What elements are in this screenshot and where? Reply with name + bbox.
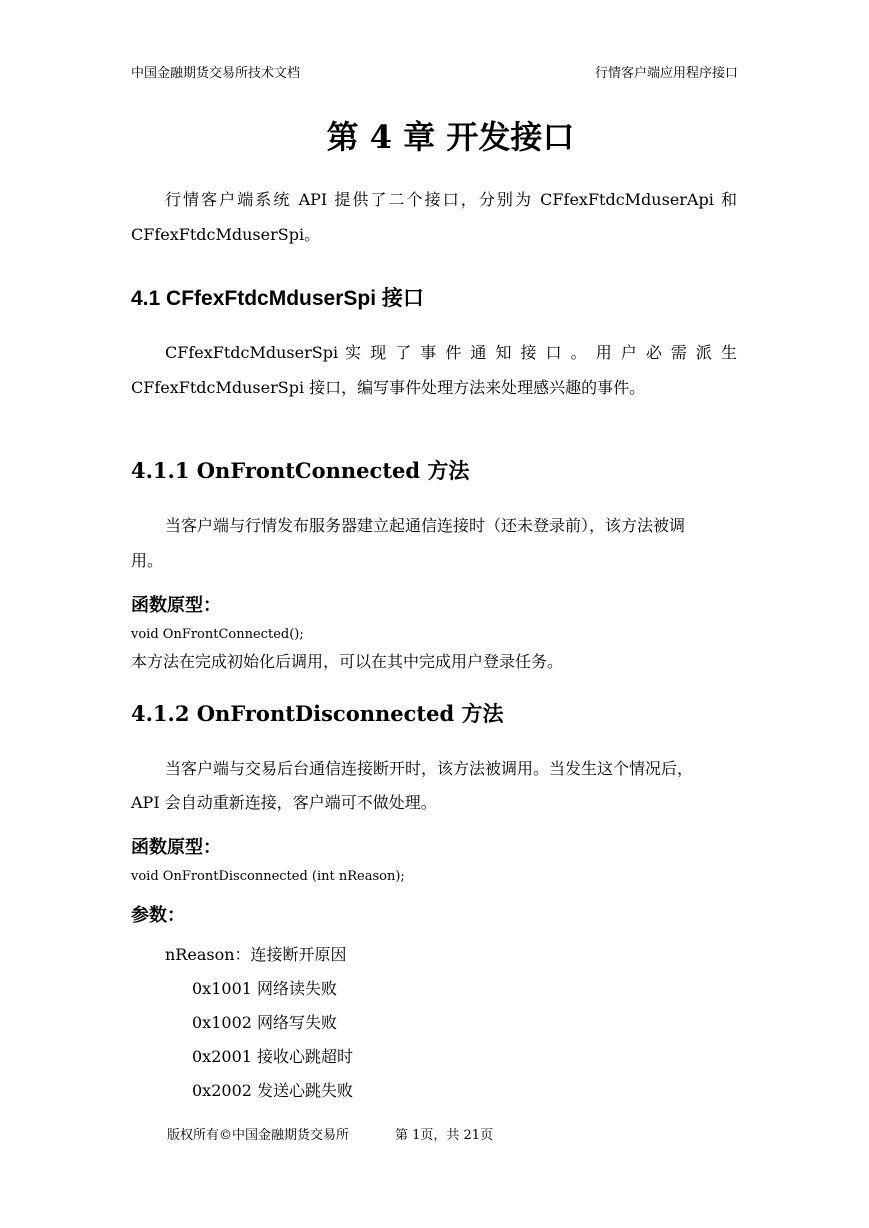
intro-line-2: CFfexFtdcMduserSpi。 — [131, 225, 321, 244]
chapter-title: 第 4 章 开发接口 — [326, 118, 575, 156]
intro-line-1-text: 行情客户端系统 API 提供了二个接口，分别为 CFfexFtdcMduserApi 和 — [165, 190, 737, 209]
footer-copyright: 版权所有©中国金融期货交易所 — [167, 1128, 350, 1143]
intro-line-1 — [165, 183, 737, 217]
error-code-item: 0x1002 网络写失败 — [192, 1013, 338, 1032]
section-4-1-2-title: 4.1.2 OnFrontDisconnected 方法 — [131, 701, 504, 726]
error-code-item: 0x2001 接收心跳超时 — [192, 1047, 354, 1066]
section-4-1-1-title: 4.1.1 OnFrontConnected 方法 — [131, 458, 470, 483]
section-4-1-1-prototype-label: 函数原型： — [131, 595, 221, 616]
section-4-1-para-line-2: CFfexFtdcMduserSpi 接口，编写事件处理方法来处理感兴趣的事件。 — [131, 378, 646, 397]
footer-page-number: 第 1页，共 21页 — [395, 1128, 494, 1143]
section-4-1-1-para-line-2: 用。 — [131, 551, 164, 570]
error-code-item: 0x1001 网络读失败 — [192, 979, 338, 998]
header-left-text: 中国金融期货交易所技术文档 — [131, 66, 301, 81]
section-4-1-2-para-line-2: API 会自动重新连接，客户端可不做处理。 — [131, 793, 437, 812]
header-right-text: 行情客户端应用程序接口 — [594, 66, 738, 81]
section-4-1-2-prototype: void OnFrontDisconnected (int nReason); — [131, 869, 405, 884]
section-4-1-title: 4.1 CFfexFtdcMduserSpi 接口 — [131, 287, 424, 310]
section-4-1-2-para-line-1: 当客户端与交易后台通信连接断开时，该方法被调用。当发生这个情况后， — [165, 759, 694, 778]
section-4-1-2-params-label: 参数： — [131, 905, 185, 926]
section-4-1-para-line-1 — [165, 336, 737, 370]
section-4-1-1-note: 本方法在完成初始化后调用，可以在其中完成用户登录任务。 — [131, 652, 564, 671]
section-4-1-2-prototype-label: 函数原型： — [131, 837, 221, 858]
section-4-1-1-prototype: void OnFrontConnected(); — [131, 627, 304, 642]
section-4-1-para-line-1-text: CFfexFtdcMduserSpi 实 现 了 事 件 通 知 接 口 。 用 户 必 需 派 生 — [165, 343, 737, 362]
section-4-1-1-para-line-1: 当客户端与行情发布服务器建立起通信连接时（还未登录前），该方法被调 — [165, 516, 686, 535]
error-code-item: 0x2002 发送心跳失败 — [192, 1081, 354, 1100]
param-nreason: nReason：连接断开原因 — [165, 945, 347, 964]
